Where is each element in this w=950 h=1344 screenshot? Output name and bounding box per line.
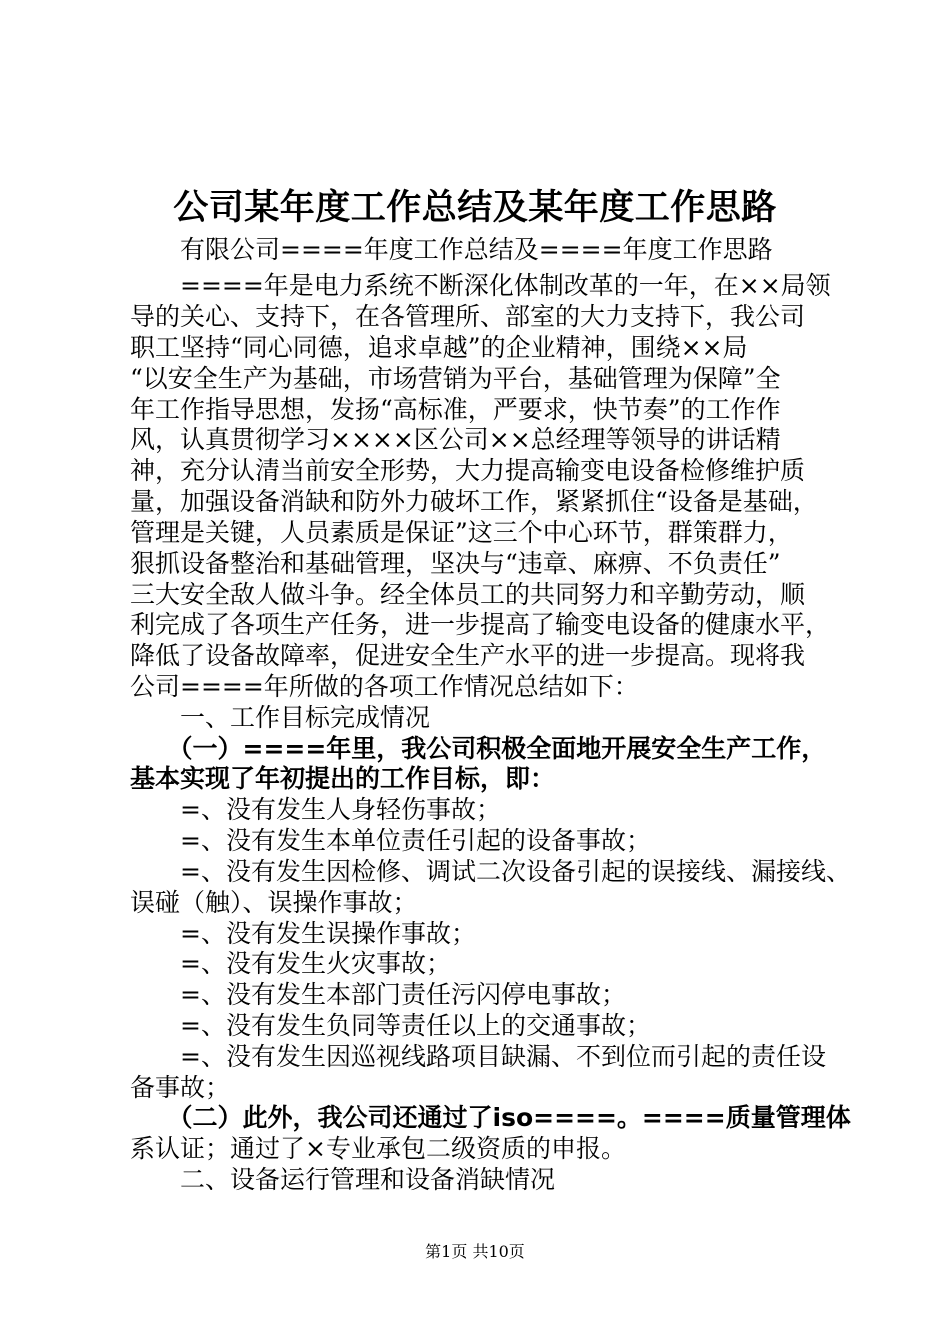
body-line: 量，加强设备消缺和防外力破坏工作，紧紧抓住“设备是基础， xyxy=(130,487,818,516)
body-line: 三大安全敌人做斗争。经全体员工的共同努力和辛勤劳动，顺 xyxy=(130,580,806,609)
list-item: =、没有发生负同等责任以上的交通事故； xyxy=(130,1011,651,1040)
page-number: 第1页 共10页 xyxy=(425,1242,525,1261)
document-title: 公司某年度工作总结及某年度工作思路 xyxy=(173,188,777,228)
section-heading: 二、设备运行管理和设备消缺情况 xyxy=(130,1165,556,1194)
body-line: 降低了设备故障率，促进安全生产水平的进一步提高。现将我 xyxy=(130,641,806,670)
list-item: 误碰（触）、误操作事故； xyxy=(130,888,418,917)
body-line: 有限公司====年度工作总结及====年度工作思路 xyxy=(130,235,773,264)
body-line: 职工坚持“同心同德，追求卓越”的企业精神，围绕××局 xyxy=(130,333,748,362)
body-line: 管理是关键，人员素质是保证”这三个中心环节，群策群力， xyxy=(130,518,793,547)
body-line: 风，认真贯彻学习××××区公司××总经理等领导的讲话精 xyxy=(130,425,781,454)
body-line: ====年是电力系统不断深化体制改革的一年，在××局领 xyxy=(130,271,831,300)
list-item: =、没有发生误操作事故； xyxy=(130,919,476,948)
list-item: =、没有发生火灾事故； xyxy=(130,949,451,978)
body-line: 神，充分认清当前安全形势，大力提高输变电设备检修维护质 xyxy=(130,456,806,485)
body-line: 系认证；通过了×专业承包二级资质的申报。 xyxy=(130,1134,626,1163)
subsection-heading: 基本实现了年初提出的工作目标，即： xyxy=(130,764,556,793)
body-line: 狠抓设备整治和基础管理，坚决与“违章、麻痹、不负责任” xyxy=(130,549,781,578)
body-line: 导的关心、支持下，在各管理所、部室的大力支持下，我公司 xyxy=(130,302,806,331)
subsection-heading: （一）====年里，我公司积极全面地开展安全生产工作， xyxy=(130,734,827,763)
body-line: 公司====年所做的各项工作情况总结如下： xyxy=(130,672,639,701)
body-line: 利完成了各项生产任务，进一步提高了输变电设备的健康水平， xyxy=(130,610,831,639)
section-heading: 一、工作目标完成情况 xyxy=(130,703,431,732)
list-item: =、没有发生因巡视线路项目缺漏、不到位而引起的责任设 xyxy=(130,1042,826,1071)
list-item: 备事故； xyxy=(130,1073,231,1102)
list-item: =、没有发生因检修、调试二次设备引起的误接线、漏接线、 xyxy=(130,857,851,886)
list-item: =、没有发生人身轻伤事故； xyxy=(130,795,501,824)
list-item: =、没有发生本部门责任污闪停电事故； xyxy=(130,980,626,1009)
list-item: =、没有发生本单位责任引起的设备事故； xyxy=(130,826,651,855)
subsection-heading: （二）此外，我公司还通过了iso====。====质量管理体 xyxy=(130,1103,851,1132)
body-line: 年工作指导思想，发扬“高标准，严要求，快节奏”的工作作 xyxy=(130,395,781,424)
body-line: “以安全生产为基础，市场营销为平台，基础管理为保障”全 xyxy=(130,364,781,393)
